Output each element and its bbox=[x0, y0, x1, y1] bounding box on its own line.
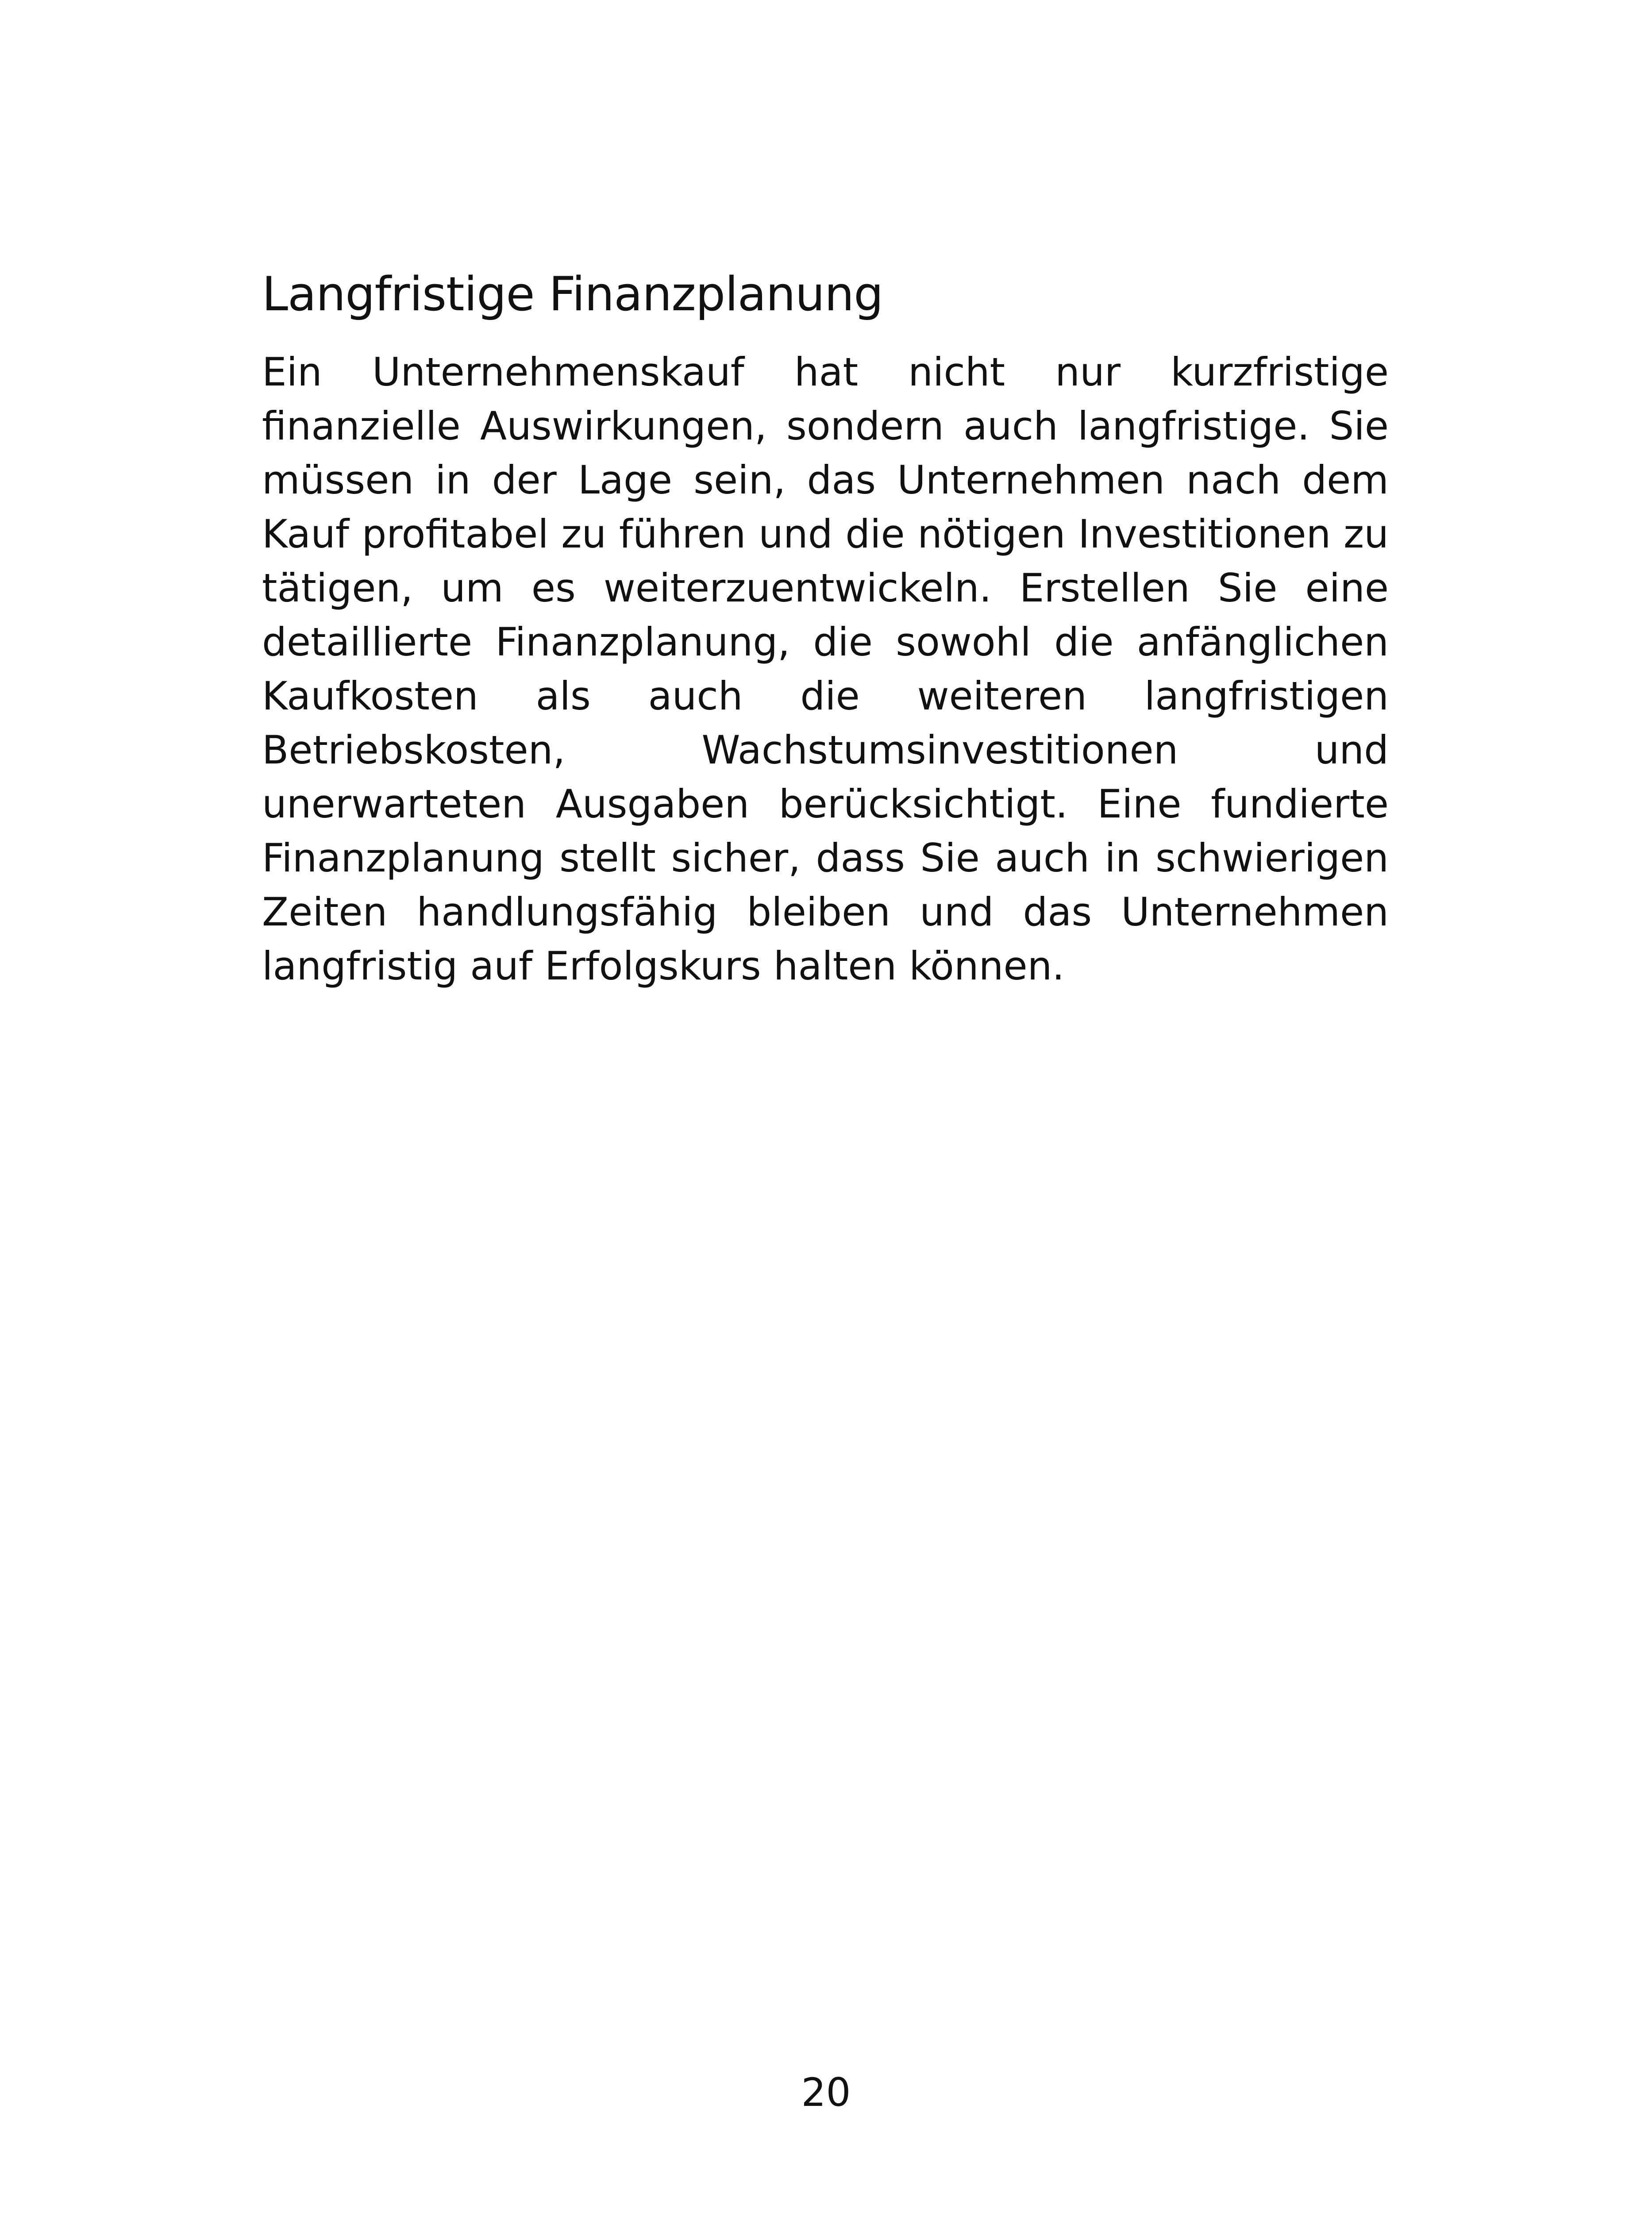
page-content bbox=[262, 261, 1389, 993]
section-heading: Langfristige Finanzplanung bbox=[262, 267, 883, 321]
body-paragraph: Ein Unternehmenskauf hat nicht nur kurzfristige finanzielle Auswirkungen, sondern auch langfristige. Sie müssen in der Lage sein, das Unternehmen nach dem Kauf profitabel zu führen und die nötigen Investitionen zu tätigen, um es weiterzuentwickeln. Erstellen Sie eine detaillierte Finanzplanung, die sowohl die anfänglichen Kaufkosten als auch die weiteren langfristigen Betriebskosten, Wachstumsinvestitionen und unerwarteten Ausgaben berücksichtigt. Eine fundierte Finanzplanung stellt sicher, dass Sie auch in schwierigen Zeiten handlungsfähig bleiben und das Unternehmen langfristig auf Erfolgskurs halten können. bbox=[262, 349, 1389, 989]
page-number: 20 bbox=[801, 2070, 851, 2115]
